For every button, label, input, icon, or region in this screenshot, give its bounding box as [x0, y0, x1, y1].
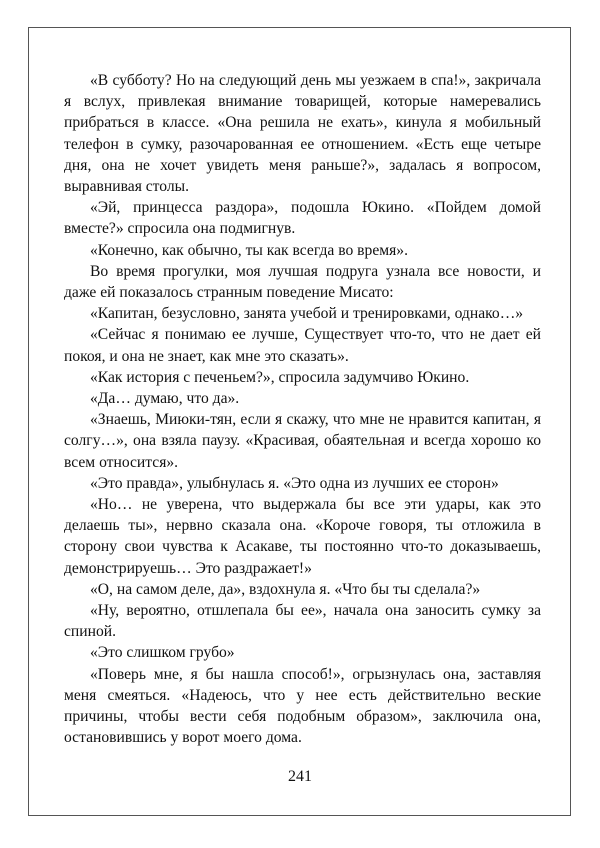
- paragraph: «Конечно, как обычно, ты как всегда во время».: [90, 241, 408, 259]
- paragraph: «Знаешь, Миюки-тян, если я скажу, что мне не нравится капитан, я солгу…», она взяла паузу. «Красивая, обаятельная и всегда хорошо ко всем относится».: [64, 411, 541, 471]
- paragraph: «О, на самом деле, да», вздохнула я. «Что бы ты сделала?»: [90, 580, 481, 598]
- paragraph: «Да… думаю, что да».: [90, 390, 240, 408]
- paragraph: «Сейчас я понимаю ее лучше, Существует что-то, что не дает ей покоя, и она не знает, как мне это сказать».: [64, 326, 541, 365]
- paragraph: «Капитан, безусловно, занята учебой и тренировками, однако…»: [90, 305, 524, 323]
- body-text: [64, 70, 541, 749]
- paragraph: «Это слишком грубо»: [90, 644, 235, 662]
- page-number: 241: [288, 768, 312, 785]
- paragraph: «Эй, принцесса раздора», подошла Юкино. «Пойдем домой вместе?» спросила она подмигнув.: [64, 199, 541, 238]
- paragraph: «Это правда», улыбнулась я. «Это одна из лучших ее сторон»: [90, 474, 499, 492]
- paragraph: «Как история с печеньем?», спросила задумчиво Юкино.: [90, 368, 470, 386]
- paragraph: «В субботу? Но на следующий день мы уезжаем в спа!», закричала я вслух, привлекая внимание товарищей, которые намеревались прибраться в классе. «Она решила не ехать», кинула я мобильный телефон в сумку, разочарованная ее отношением. «Есть еще четыре дня, она не хочет увидеть меня раньше?», задалась я вопросом, выравнивая столы.: [64, 72, 541, 196]
- paragraph: «Но… не уверена, что выдержала бы все эти удары, как это делаешь ты», нервно сказала она. «Короче говоря, ты отложила в сторону свои чувства к Асакаве, ты постоянно что-то доказываешь, демонстрируешь… Это раздражает!»: [64, 496, 541, 577]
- paragraph: «Ну, вероятно, отшлепала бы ее», начала она заносить сумку за спиной.: [64, 602, 541, 641]
- paragraph: «Поверь мне, я бы нашла способ!», огрызнулась она, заставляя меня смеяться. «Надеюсь, что у нее есть действительно веские причины, чтобы вести себя подобным образом», заключила она, остановившись у ворот моего дома.: [64, 665, 541, 747]
- paragraph: Во время прогулки, моя лучшая подруга узнала все новости, и даже ей показалось странным поведение Мисато:: [64, 262, 541, 302]
